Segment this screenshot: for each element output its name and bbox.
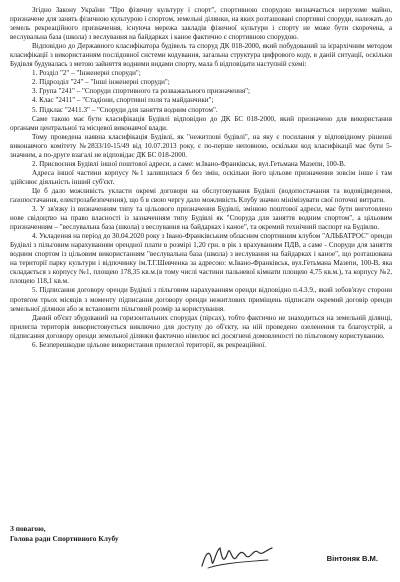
body-paragraph: Саме такою має бути класифікація Будівлі відповідно до ДК БС 018-2000, який призначено для використання органами центральної та місцевої виконавчої влади. [10, 114, 392, 132]
body-paragraph: 5. Підписання договору оренди Будівлі з пільговим нарахуванням оренди відповідно п.4.3.9., який зобов'язує сторони протягом трьох місяців з моменту підписання договору оренди нежитлових приміщень підписати окремий договір оренди земельної ділянки або ж встановити пільговий розмір за користування. [10, 286, 392, 313]
closing-phrase: З повагою, [10, 524, 46, 533]
classification-list-item: 3. Група "241" – "Споруди спортивного та розважального призначення"; [32, 87, 251, 96]
body-paragraph: Згідно Закону України "Про фізичну культуру і спорт", спортивною спорудою визначається нерухоме майно, призначене для занять фізичною культурою і спортом, земельні ділянки, на яких розташовані спортивні споруди, належать до земель рекреаційного призначення, існуюча мережа закладів фізичної культури і спорту не може бути скорочена, а веслувальна база (школа) з веслування на байдарках і каное фактично є спортивною спорудою. [10, 6, 392, 42]
signer-position: Голова ради Спортивного Клубу [10, 534, 119, 543]
document-body [10, 6, 392, 350]
signer-name: Вінтоняк В.М. [326, 554, 378, 563]
body-paragraph: 3. У зв'язку із визначенням типу та цільового призначення Будівлі, змінюю поштової адреси, має бути виготовлено нове свідоцтво на право власності із зазначенням типу Будівлі як "Споруда для заняття водним спортом", а цільовим призначенням – "веслувальна база (школа) з веслування на байдарках і каное", та окремий технічний паспорт на Будівлю. [10, 205, 392, 232]
body-paragraph: Відповідно до Державного класифікатора будівель та споруд ДК 018-2000, який побудований за ієрархічним методом класифікації з використанням послідовної системи кодування, загальна структура цифрового коду, в даній ситуації, оскільки Будівля будувалась з метою зайняття водними видами спорту, мала б відповідати наступній схемі: [10, 42, 392, 69]
body-paragraph: 4. Укладення на період до 30.04.2020 року з Івано-Франківським обласним спортивним клубом "АЛЬБАТРОС" оренди Будівлі з пільговим нарахуванням орендної плати в розмірі 1,20 грн. в рік з врахуванням ПДВ, а саме - Споруди для заняття водним спортом із цільовим використанням "веслувальна база (школа) з веслування на байдарках і каное", що розташована на території парку культури і відпочинку ім.Т.Г.Шевченка за адресою: м.Івано-Франківськ, вул.Гетьмана Мазепи, 100-В, яка складається з корпусу №1, площею 178,35 кв.м.(в тому числі частини пальневої кімнати площею 4,75 кв.м.), та корпусу №2, площею 118,1 кв.м. [10, 232, 392, 286]
body-paragraph: Тому проведена наявна класифікація Будівлі, як "нежитлові будівлі", на яку є посилання у відповідному рішенні виконавчого комітету №2833/10-15/49 від 10.07.2013 року, є по-перше неповною, оскільки код класифікації має бути 5-значним, а по-друге взагалі не відповідає ДК БС 018-2000. [10, 132, 392, 159]
classification-list-item: 5. Підклас "2411.3" – "Споруди для заняття водним спортом". [32, 105, 218, 114]
body-paragraph: 2. Присвоєння Будівлі іншої поштової адреси, а саме: м.Івано-Франківськ, вул.Гетьмана Мазепи, 100-В. [32, 159, 346, 168]
body-paragraph: Даний об'єкт збудований на горизонтальних спорудах (пірсах), тобто фактично не знаходиться на земельній ділянці, прилегла територія використовується виключно для доступу до об'єкту, на ній проведено озеленення та благоустрій, а підписання договору оренди земельної ділянки фактично нівелює всі досягнені домовленості по пільговому користуванню. [10, 313, 392, 340]
signature-block [10, 524, 392, 563]
body-paragraph: 6. Безперешкодне цільове використання прилеглої території, як рекреаційної. [32, 340, 267, 349]
classification-list-item: 1. Розділ "2" – "Інженерні споруди"; [32, 69, 141, 78]
handwritten-signature [198, 538, 276, 578]
classification-list-item: 2. Підрозділ "24" – "Інші інженерні споруди"; [32, 78, 170, 87]
body-paragraph: Це б дало можливість укласти окремі договори на обслуговування Будівлі (водопостачання та водовідведення, газопостачання, електрозабезпечення), що б в свою чергу дало можливість Клубу значно мінімізувати свої поточні витрати. [10, 186, 392, 204]
body-paragraph: Адреса іншої частини корпусу №1 залишилася б без змін, оскільки його цільове призначення зовсім інше і там здійснює діяльність інший суб'єкт. [10, 168, 392, 186]
classification-list-item: 4. Клас "2411" – "Стадіони, спортивні поля та майданчики"; [32, 96, 214, 105]
